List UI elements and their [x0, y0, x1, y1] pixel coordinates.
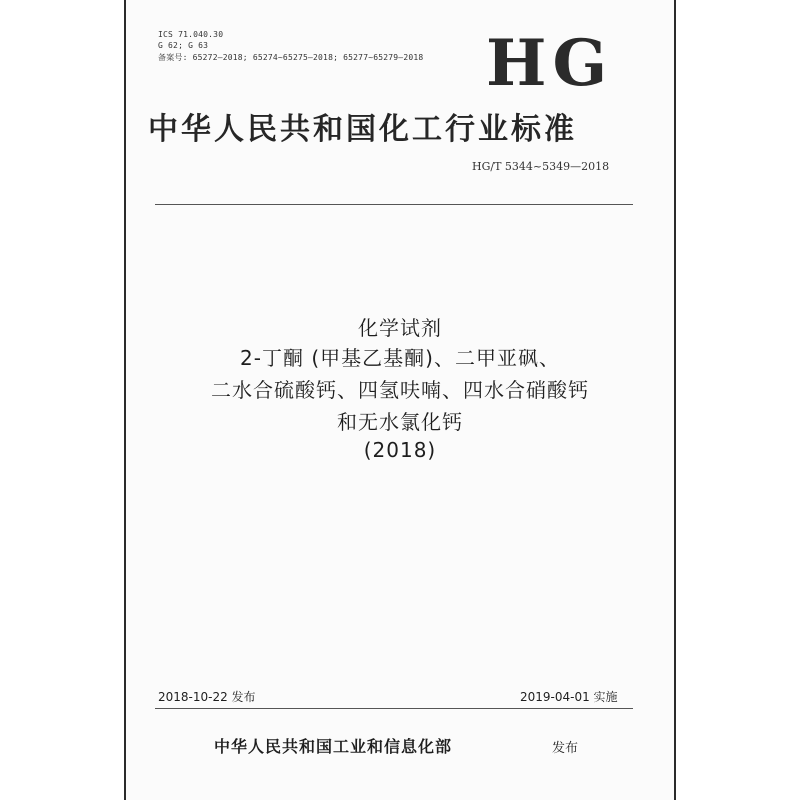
hg-logo: HG: [486, 26, 614, 101]
filing-number: 备案号: 65272—2018; 65274~65275—2018; 65277~65279—2018: [158, 53, 424, 62]
document-title-line-3: 二水合硫酸钙、四氢呋喃、四水合硝酸钙: [211, 378, 589, 402]
ics-code: ICS 71.040.30: [158, 30, 224, 39]
document-title-line-1: 化学试剂: [358, 316, 442, 340]
document-title-line-4: 和无水氯化钙: [337, 410, 463, 434]
standard-code: HG/T 5344~5349—2018: [472, 160, 610, 173]
top-divider: [155, 204, 633, 205]
document-title-year: (2018): [363, 438, 437, 462]
bottom-divider: [155, 708, 633, 709]
publisher-name: 中华人民共和国工业和信息化部: [214, 737, 453, 756]
issue-date: 2018-10-22 发布: [158, 690, 256, 704]
document-title-line-2: 2-丁酮 (甲基乙基酮)、二甲亚砜、: [240, 346, 560, 370]
ccs-code: G 62; G 63: [158, 41, 209, 50]
effective-date: 2019-04-01 实施: [520, 690, 618, 704]
standard-title: 中华人民共和国化工行业标准: [148, 112, 577, 147]
publisher-action: 发布: [552, 741, 579, 756]
